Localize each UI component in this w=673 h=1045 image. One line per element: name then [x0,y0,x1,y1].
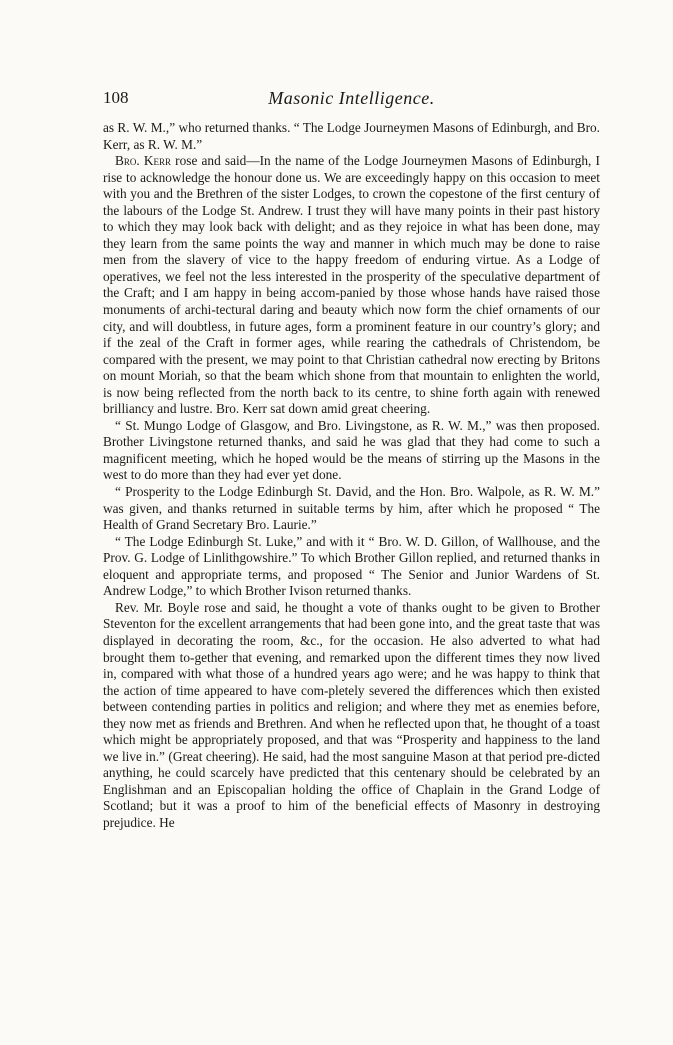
running-title: Masonic Intelligence. [268,88,435,108]
paragraph: Rev. Mr. Boyle rose and said, he thought a vote of thanks ought to be given to Brother Steventon for the excellent arrangements that had been gone into, and the great taste that was displayed in decorating the room, &c., for the occasion. He also adverted to what had brought them to-gether that evening, and remarked upon the different times they now lived in, compared with what those of a hundred years ago were; and he was happy to think that the action of time appeared to have com-pletely severed the differences which then existed between contending parties in politics and religion; and where they met as enemies before, they now met as friends and Brethren. And when he reflected upon that, he thought of a toast which might be appropriately proposed, and that was “Prosperity and happiness to the land we live in.” (Great cheering). He said, had the most sanguine Mason at that period pre-dicted anything, he could scarcely have predicted that this centenary should be celebrated by an Englishman and an Episcopalian holding the office of Chaplain in the Grand Lodge of Scotland; but it was a proof to him of the beneficial effects of Masonry in destroying prejudice. He [103,599,600,830]
paragraph: “ Prosperity to the Lodge Edinburgh St. David, and the Hon. Bro. Walpole, as R. W. M.” was given, and thanks returned in suitable terms by him, after which he proposed “ The Health of Grand Secretary Bro. Laurie.” [103,484,600,533]
paragraph: Bro. Kerr rose and said—In the name of the Lodge Journeymen Masons of Edinburgh, I rise to acknowledge the honour done us. We are exceedingly happy on this occasion to meet with you and the Brethren of the sister Lodges, to crown the copestone of the first century of the labours of the Lodge St. Andrew. I trust they will have many points in their past history to which they may look back with delight; and as they rejoice in what has been done, may they learn from the same points the way and manner in which much may be done to raise men from the slavery of vice to the happy freedom of enduring virtue. As a Lodge of operatives, we feel not the less interested in the prosperity of the speculative department of the Craft; and I am happy in being accom-panied by those whose hands have raised those monuments of archi-tectural daring and beauty which now form the chief ornaments of our city, and will doubtless, in future ages, form a prominent feature in our country’s glory; and if the zeal of the Craft in former ages, while rearing the cathedrals of Christendom, be compared with the present, we may point to that Christian cathedral now erecting by Britons on mount Moriah, so that the beam which shone from that mountain to enlighten the world, is now being reflected from the north back to its centre, to shine forth again with renewed brilliancy and lustre. Bro. Kerr sat down amid great cheering. [103,153,600,417]
article-body [103,120,600,832]
page [103,88,600,832]
speaker-name: Bro. Kerr [115,153,171,169]
page-number: 108 [103,88,129,107]
paragraph: “ St. Mungo Lodge of Glasgow, and Bro. Livingstone, as R. W. M.,” was then proposed. Brother Livingstone returned thanks, and said he was glad that they had come to such a magnificent meeting, which he hoped would be the means of stirring up the Masons in the west to do more than they had ever yet done. [103,417,600,483]
page-header [103,88,600,120]
paragraph: “ The Lodge Edinburgh St. Luke,” and with it “ Bro. W. D. Gillon, of Wallhouse, and the Prov. G. Lodge of Linlithgowshire.” To which Brother Gillon replied, and returned thanks in eloquent and appropriate terms, and proposed “ The Senior and Junior Wardens of St. Andrew Lodge,” to which Brother Ivison returned thanks. [103,533,600,599]
paragraph: as R. W. M.,” who returned thanks. “ The Lodge Journeymen Masons of Edinburgh, and Bro. Kerr, as R. W. M.” [103,120,600,152]
